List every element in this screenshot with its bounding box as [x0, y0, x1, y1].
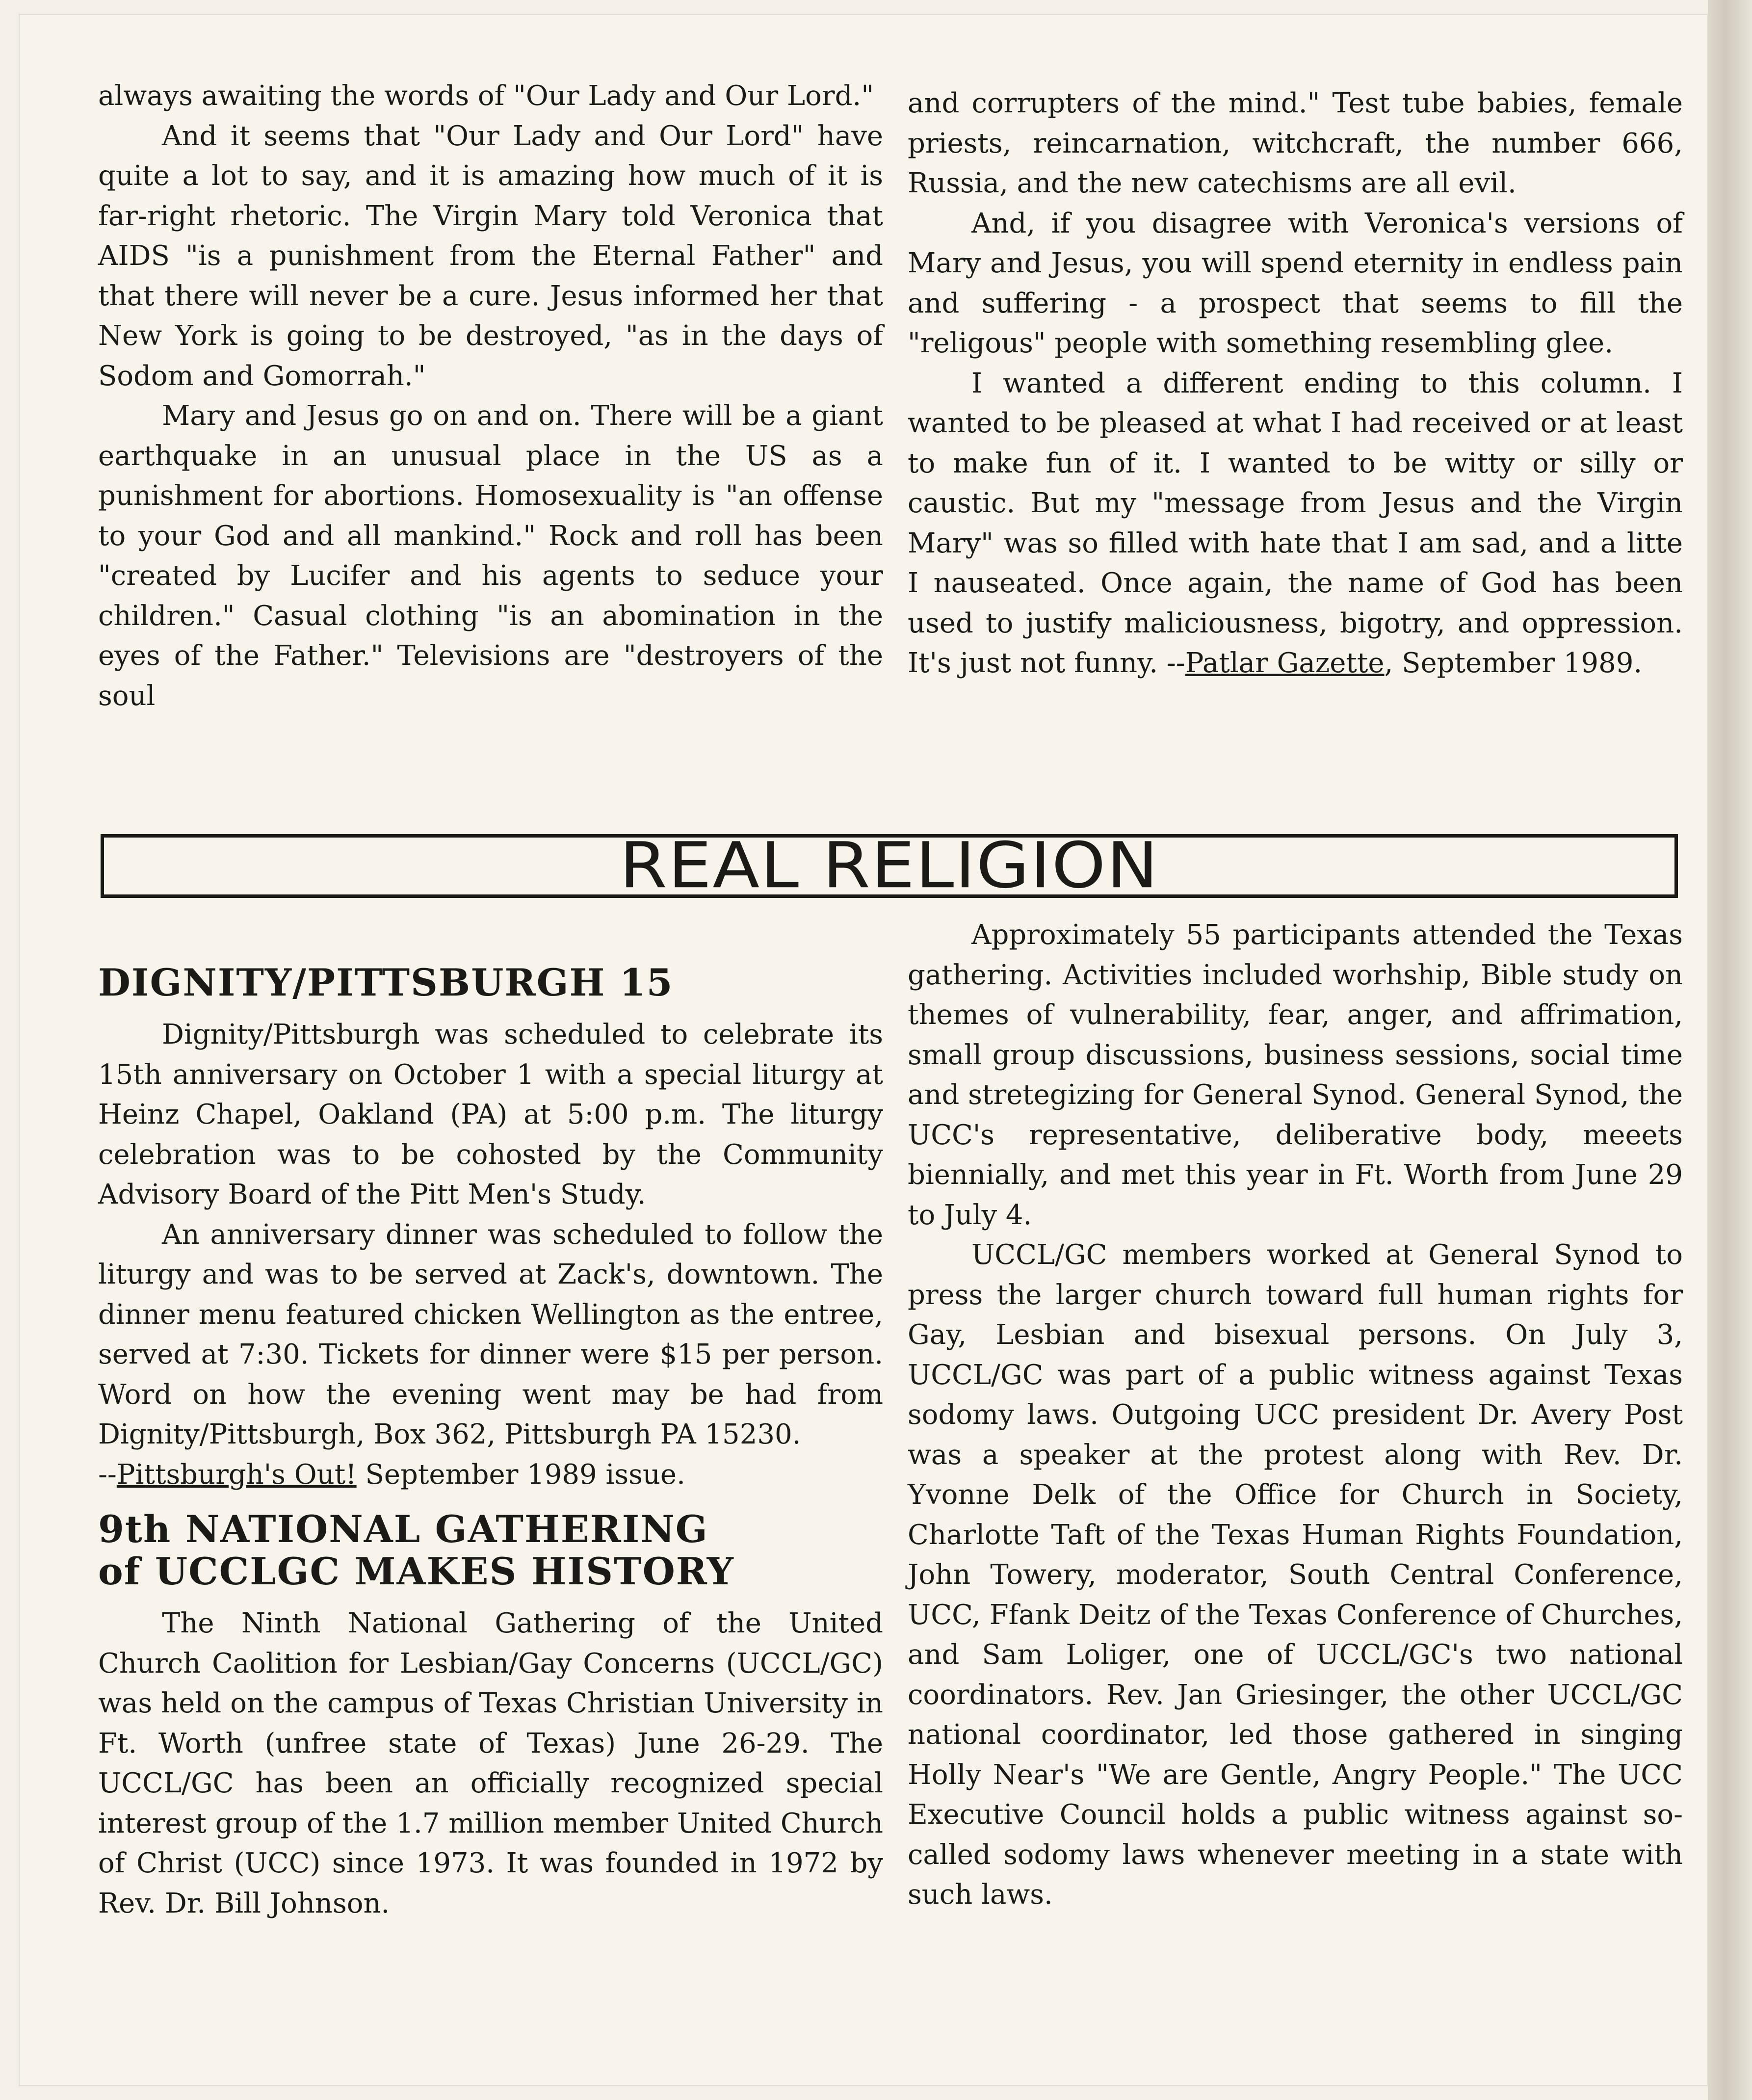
credit-date: September 1989 issue. [356, 1458, 685, 1491]
credit-source: Patlar Gazette [1185, 647, 1385, 679]
paragraph: always awaiting the words of "Our Lady and Our Lord." [98, 80, 874, 112]
credit-dashes: -- [1166, 647, 1185, 679]
credit-date: , September 1989. [1384, 647, 1643, 679]
paragraph: An anniversary dinner was scheduled to follow the liturgy and was to be served at Zack's, downtown. The dinner menu featured chicken Wellington as the entree, served at 7:30. Tickets for dinner were $15 per person. Word on how the evening went may be had from Dignity/Pittsburgh, Box 362, Pittsburgh PA 15230. [98, 1218, 883, 1450]
paragraph: Dignity/Pittsburgh was scheduled to celebrate its 15th anniversary on October 1 with a special liturgy at Heinz Chapel, Oakland (PA) at 5:00 p.m. The liturgy celebration was to be cohosted by the Community Advisory Board of the Pitt Men's Study. [98, 1019, 883, 1210]
paragraph: and corrupters of the mind." Test tube babies, female priests, reincarnation, witchcraft, the number 666, Russia, and the new catechisms are all evil. [908, 87, 1683, 199]
article-headline: DIGNITY/PITTSBURGH 15 [98, 961, 674, 1004]
paragraph: And, if you disagree with Veronica's versions of Mary and Jesus, you will spend eternity in endless pain and suffering - a prospect that seems to fill the "religous" people with something resembling glee. [908, 207, 1683, 359]
paragraph: Mary and Jesus go on and on. There will be a giant earthquake in an unusual place in the US as a punishment for abortions. Homosexuality is "an offense to your God and all mankind." Rock and roll has been "created by Lucifer and his agents to seduce your children." Casual clothing "is an abomination in the eyes of the Father." Televisions are "destroyers of the soul [98, 400, 883, 712]
column-bottom-left [98, 962, 883, 1923]
headline-line: of UCCLGC MAKES HISTORY [98, 1549, 734, 1593]
page-binding-edge [1708, 0, 1752, 2100]
paragraph [908, 364, 1683, 683]
credit-dashes: -- [98, 1458, 117, 1491]
article-headline [98, 1508, 883, 1593]
section-banner [101, 829, 1678, 903]
credit-source: Pittsburgh's Out! [116, 1458, 357, 1491]
paragraph: And it seems that "Our Lady and Our Lord" have quite a lot to say, and it is amazing how much of it is far-right rhetoric. The Virgin Mary told Veronica that AIDS "is a punishment from the Eternal Father" and that there will never be a cure. Jesus informed her that New York is going to be destroyed, "as in the days of Sodom and Gomorrah." [98, 120, 883, 392]
column-top-right [908, 83, 1683, 683]
column-top-left [98, 76, 883, 716]
paragraph: Approximately 55 participants attended the Texas gathering. Activities included worhship, Bible study on themes of vulnerability, fear, anger, and affrimation, small group discussions, business sessions, social time and stretegizing for General Synod. General Synod, the UCC's representative, deliberative body, meeets biennially, and met this year in Ft. Worth from June 29 to July 4. [908, 919, 1683, 1231]
paragraph: UCCL/GC members worked at General Synod to press the larger church toward full human rights for Gay, Lesbian and bisexual persons. On July 3, UCCL/GC was part of a public witness against Texas sodomy laws. Outgoing UCC president Dr. Avery Post was a speaker at the protest along with Rev. Dr. Yvonne Delk of the Office for Church in Society, Charlotte Taft of the Texas Human Rights Foundation, John Towery, moderator, South Central Conference, UCC, Ffank Deitz of the Texas Conference of Churches, and Sam Loliger, one of UCCL/GC's two national coordinators. Rev. Jan Griesinger, the other UCCL/GC national coordinator, led those gathered in singing Holly Near's "We are Gentle, Angry People." The UCC Executive Council holds a public witness against so-called sodomy laws whenever meeting in a state with such laws. [908, 1239, 1683, 1911]
paragraph-text: I wanted a different ending to this column. I wanted to be pleased at what I had received or at least to make fun of it. I wanted to be witty or silly or caustic. But my "message from Jesus and the Virgin Mary" was so filled with hate that I am sad, and a litte I nauseated. Once again, the name of God has been used to justify maliciousness, bigotry, and oppression. It's just not funny. [908, 367, 1683, 679]
paragraph: The Ninth National Gathering of the United Church Caolition for Lesbian/Gay Concerns (UCCL/GC) was held on the campus of Texas Christian University in Ft. Worth (unfree state of Texas) June 26-29. The UCCL/GC has been an officially recognized special interest group of the 1.7 million member United Church of Christ (UCC) since 1973. It was founded in 1972 by Rev. Dr. Bill Johnson. [98, 1607, 883, 1919]
column-bottom-right [908, 915, 1683, 1915]
headline-line: 9th NATIONAL GATHERING [98, 1507, 708, 1551]
article-credit [98, 1455, 883, 1495]
section-title: REAL RELIGION [619, 829, 1159, 903]
